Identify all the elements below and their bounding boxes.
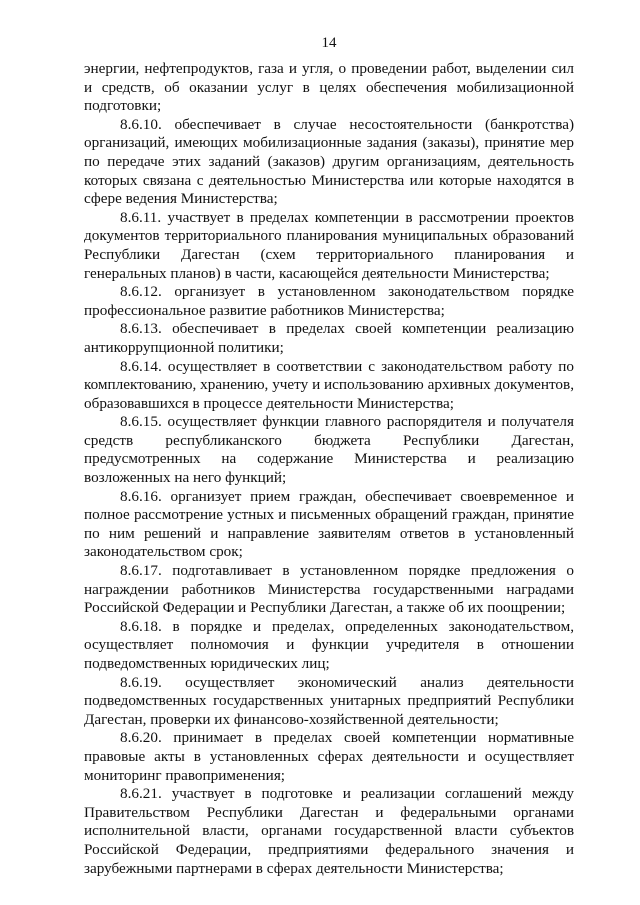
paragraph-8-6-19: 8.6.19. осуществляет экономический анализ деятельности подведомственных государственных унитарных предприятий Республики Дагестан, проверки их финансово-хозяйственной деятельности; xyxy=(84,673,574,728)
paragraph-8-6-11: 8.6.11. участвует в пределах компетенции в рассмотрении проектов документов территориального планирования муниципальных образований Республики Дагестан (схем территориального планирования и генеральных планов) в части, касающейся деятельности Министерства; xyxy=(84,208,574,282)
paragraph-continuation: энергии, нефтепродуктов, газа и угля, о проведении работ, выделении сил и средств, об оказании услуг в целях обеспечения мобилизационной подготовки; xyxy=(84,60,574,115)
paragraph-8-6-15: 8.6.15. осуществляет функции главного распорядителя и получателя средств республиканского бюджета Республики Дагестан, предусмотренных на содержание Министерства и реализацию возложенных на него функций; xyxy=(84,413,574,487)
paragraph-8-6-20: 8.6.20. принимает в пределах своей компетенции нормативные правовые акты в установленных сферах деятельности и осуществляет мониторинг правоприменения; xyxy=(84,729,574,784)
paragraph-8-6-17: 8.6.17. подготавливает в установленном порядке предложения о награждении работников Министерства государственными наградами Российской Федерации и Республики Дагестан, а также об их поощрении; xyxy=(84,562,574,617)
paragraph-8-6-21: 8.6.21. участвует в подготовке и реализации соглашений между Правительством Республики Дагестан и федеральными органами исполнительной власти, органами государственной власти субъектов Российской Федерации, предприятиями федерального значения и зарубежными партнерами в сферах деятельности Министерства; xyxy=(84,785,574,877)
paragraph-8-6-13: 8.6.13. обеспечивает в пределах своей компетенции реализацию антикоррупционной политики; xyxy=(84,320,574,356)
paragraph-8-6-10: 8.6.10. обеспечивает в случае несостоятельности (банкротства) организаций, имеющих мобилизационные задания (заказы), принятие мер по передаче этих заданий (заказов) другим организациям, деятельность которых связана с деятельностью Министерства или которые находятся в сфере ведения Министерства; xyxy=(84,115,574,208)
paragraph-8-6-14: 8.6.14. осуществляет в соответствии с законодательством работу по комплектованию, хранению, учету и использованию архивных документов, образовавшихся в процессе деятельности Министерства; xyxy=(84,357,574,412)
page-number: 14 xyxy=(321,35,337,51)
paragraph-8-6-16: 8.6.16. организует прием граждан, обеспечивает своевременное и полное рассмотрение устных и письменных обращений граждан, принятие по ним решений и направление заявителям ответов в установленный законодательством срок; xyxy=(84,487,574,561)
paragraph-8-6-18: 8.6.18. в порядке и пределах, определенных законодательством, осуществляет полномочия и функции учредителя в отношении подведомственных юридических лиц; xyxy=(84,617,574,672)
paragraph-8-6-12: 8.6.12. организует в установленном законодательством порядке профессиональное развитие работников Министерства; xyxy=(84,283,574,319)
